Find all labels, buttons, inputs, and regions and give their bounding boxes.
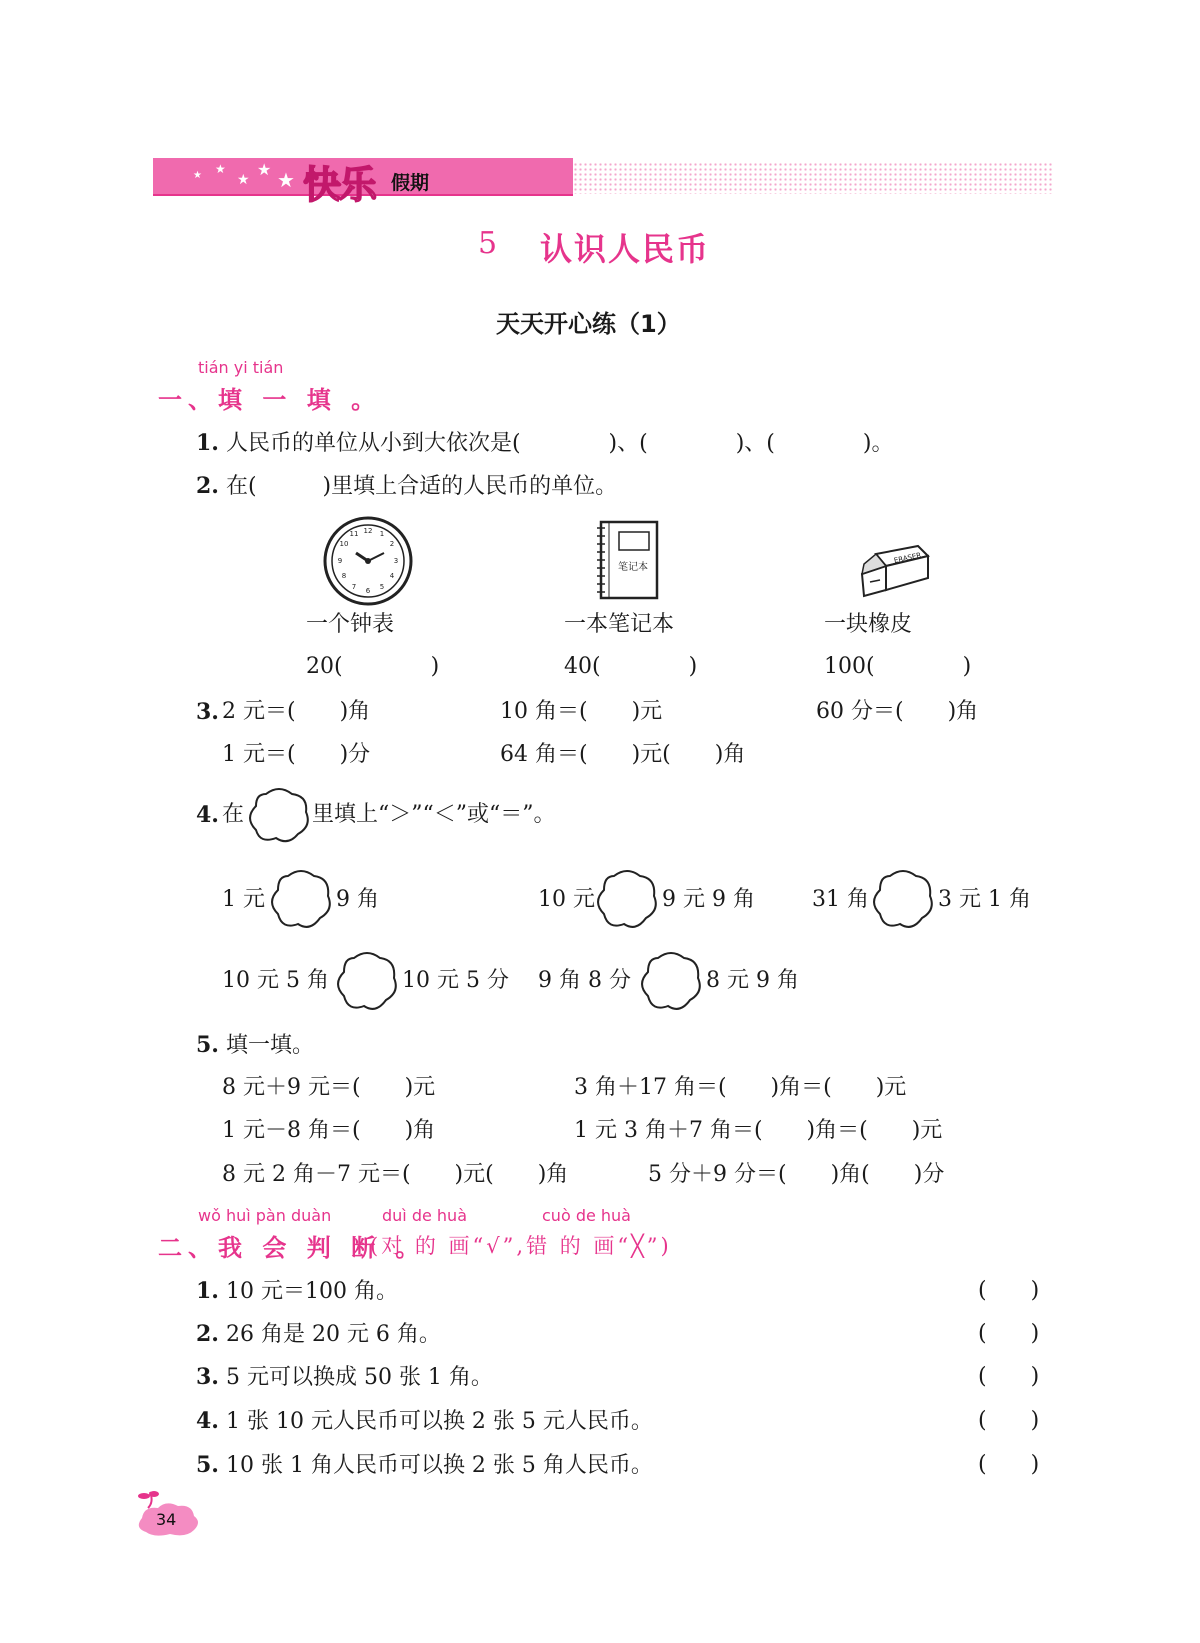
item-name: 一块橡皮 — [824, 612, 913, 637]
question-text: 5 元可以换成 50 张 1 角。 — [225, 1365, 493, 1390]
compare-right: 9 元 9 角 — [662, 887, 755, 912]
star-icon: ★ — [215, 162, 226, 176]
star-icon: ★ — [237, 172, 250, 188]
question-number: 2. — [196, 1321, 219, 1347]
question-number: 5. — [196, 1032, 219, 1058]
svg-text:7: 7 — [351, 583, 357, 591]
section2-pinyin: wǒ huì pàn duàn — [198, 1206, 332, 1225]
section1-pinyin: tián yi tián — [198, 358, 284, 377]
svg-text:8: 8 — [341, 572, 347, 580]
compare-left: 31 角 — [812, 887, 869, 912]
cloud-blank-icon — [248, 786, 310, 844]
brand-sub: 假期 — [391, 172, 430, 194]
svg-text:2: 2 — [389, 540, 395, 548]
svg-text:4: 4 — [389, 572, 395, 580]
question-number: 4. — [196, 1408, 219, 1434]
item-name: 一本笔记本 — [564, 612, 675, 637]
question-2 — [196, 471, 617, 502]
q5-blank[interactable]: 8 元＋9 元＝( )元 — [222, 1075, 436, 1100]
question-number: 5. — [196, 1452, 219, 1478]
question-text: 10 张 1 角人民币可以换 2 张 5 角人民币。 — [225, 1453, 653, 1478]
question-number: 2. — [196, 473, 219, 499]
svg-text:11: 11 — [349, 530, 359, 538]
cloud-blank-input[interactable] — [640, 950, 702, 1012]
svg-text:6: 6 — [365, 587, 371, 595]
notebook-label: 笔记本 — [618, 562, 648, 573]
question-1 — [196, 428, 893, 459]
notebook-icon — [595, 520, 661, 602]
brand-main: 快乐 — [303, 163, 376, 207]
star-icon: ★ — [277, 168, 295, 192]
q3-blank[interactable]: 10 角＝( )元 — [500, 699, 663, 724]
chapter-number: 5 — [478, 226, 498, 261]
q5-blank[interactable]: 5 分＋9 分＝( )角( )分 — [648, 1162, 945, 1187]
cloud-blank-input[interactable] — [872, 868, 934, 930]
compare-right: 10 元 5 分 — [402, 968, 509, 993]
judge-question — [196, 1319, 441, 1350]
compare-left: 10 元 5 角 — [222, 968, 329, 993]
question-number: 1. — [196, 430, 219, 456]
q3-blank[interactable]: 64 角＝( )元( )角 — [500, 742, 746, 767]
q5-blank[interactable]: 1 元－8 角＝( )角 — [222, 1118, 436, 1143]
chapter-title: 认识人民币 — [540, 230, 711, 268]
judge-question — [196, 1276, 398, 1307]
answer-blank[interactable]: ( ) — [978, 1321, 1040, 1346]
compare-right: 9 角 — [336, 887, 379, 912]
cloud-blank-input[interactable] — [336, 950, 398, 1012]
q5-blank[interactable]: 3 角＋17 角＝( )角＝( )元 — [574, 1075, 907, 1100]
answer-blank[interactable]: ( ) — [978, 1364, 1040, 1389]
item-value[interactable]: 100( ) — [824, 654, 972, 679]
compare-left: 1 元 — [222, 887, 265, 912]
compare-right: 3 元 1 角 — [938, 887, 1031, 912]
banner-dot-pattern — [573, 162, 1053, 194]
question-number: 4. — [196, 802, 219, 828]
question-text: 26 角是 20 元 6 角。 — [225, 1322, 441, 1347]
svg-text:5: 5 — [379, 583, 385, 591]
answer-blank[interactable]: ( ) — [978, 1452, 1040, 1477]
clock-icon — [322, 515, 414, 607]
section2-pinyin: duì de huà — [382, 1206, 467, 1225]
question-5 — [196, 1030, 314, 1061]
cloud-blank-input[interactable] — [270, 868, 332, 930]
compare-right: 8 元 9 角 — [706, 968, 799, 993]
page-subtitle: 天天开心练（1） — [496, 310, 681, 338]
header-banner — [153, 158, 1053, 207]
question-text: 在( )里填上合适的人民币的单位。 — [225, 474, 618, 499]
question-number: 1. — [196, 1278, 219, 1304]
question-text-post: 里填上“＞”“＜”或“＝”。 — [312, 802, 556, 827]
eraser-label: ERASER — [893, 551, 922, 565]
page-number: 34 — [156, 1510, 177, 1529]
svg-text:1: 1 — [379, 530, 385, 538]
question-text: 1 张 10 元人民币可以换 2 张 5 元人民币。 — [225, 1409, 653, 1434]
q5-blank[interactable]: 1 元 3 角＋7 角＝( )角＝( )元 — [574, 1118, 943, 1143]
q5-blank[interactable]: 8 元 2 角－7 元＝( )元( )角 — [222, 1162, 569, 1187]
item-value[interactable]: 20( ) — [306, 654, 440, 679]
compare-left: 9 角 8 分 — [538, 968, 631, 993]
item-value[interactable]: 40( ) — [564, 654, 698, 679]
item-name: 一个钟表 — [306, 612, 395, 637]
star-icon: ★ — [257, 160, 272, 179]
q3-blank[interactable]: 60 分＝( )角 — [816, 699, 979, 724]
section1-heading: 一、填 一 填 。 — [158, 386, 382, 414]
question-text-pre: 在 — [222, 802, 245, 827]
judge-question — [196, 1362, 493, 1393]
judge-question — [196, 1450, 653, 1481]
section2-pinyin: cuò de huà — [542, 1206, 631, 1225]
compare-left: 10 元 — [538, 887, 595, 912]
question-text: 10 元＝100 角。 — [225, 1279, 398, 1304]
star-icon: ★ — [193, 170, 202, 181]
cloud-blank-input[interactable] — [596, 868, 658, 930]
section2-note: (对 的 画“√”,错 的 画“╳”) — [370, 1234, 672, 1258]
q3-blank[interactable]: 1 元＝( )分 — [222, 742, 371, 767]
judge-question — [196, 1406, 653, 1437]
svg-text:3: 3 — [393, 557, 399, 565]
q3-blank[interactable]: 2 元＝( )角 — [222, 699, 371, 724]
eraser-icon — [860, 544, 930, 600]
section2-heading: 二、我 会 判 断 。 — [158, 1234, 426, 1262]
question-number: 3. — [196, 699, 219, 725]
question-number: 3. — [196, 1364, 219, 1390]
answer-blank[interactable]: ( ) — [978, 1278, 1040, 1303]
svg-text:12: 12 — [363, 527, 373, 535]
question-text: 填一填。 — [225, 1033, 314, 1058]
question-text: 人民币的单位从小到大依次是( )、( )、( )。 — [225, 431, 894, 456]
answer-blank[interactable]: ( ) — [978, 1408, 1040, 1433]
svg-text:9: 9 — [337, 557, 343, 565]
svg-text:10: 10 — [339, 540, 349, 548]
